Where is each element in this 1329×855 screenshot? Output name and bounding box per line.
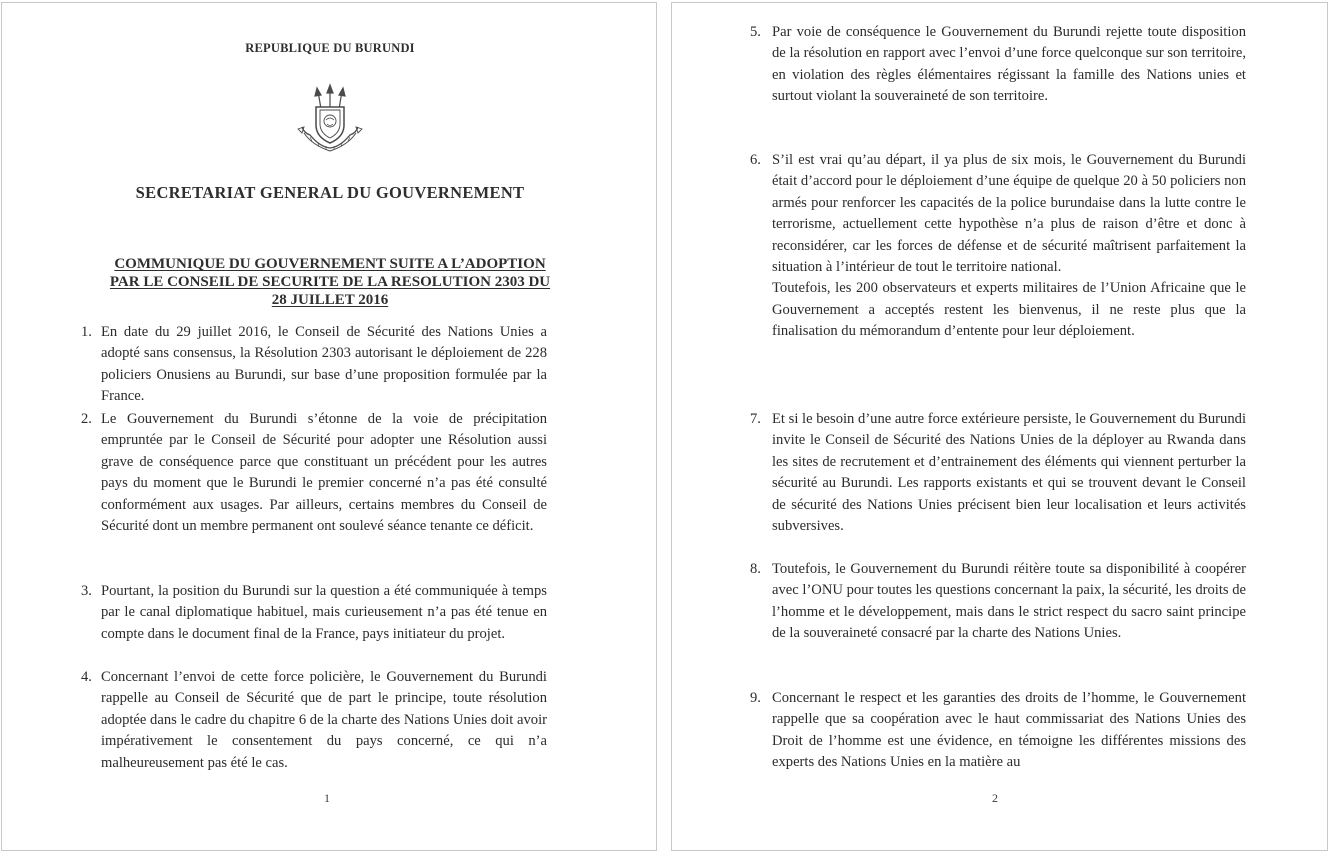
item-text: Le Gouvernement du Burundi s’étonne de la voie de précipitation empruntée par le Conseil de Sécurité pour adopter une Résolution aussi grave de conséquence parce que constituant un précédent pour les autres pays du moment que le Burundi le premier concerné n’a pas été consulté conformément aux usages. Par ailleurs, certains membres du Conseil de Sécurité dont un membre permanent ont soulevé séance tenante ce déficit.: [101, 411, 547, 535]
item-number: 8.: [750, 561, 761, 577]
item-text: Et si le besoin d’une autre force extérieure persiste, le Gouvernement du Burundi invite le Conseil de Sécurité des Nations Unies de la déployer au Rwanda dans les sites de recrutement et d’entrainement des éléments qui viennent perturber la sécurité au Burundi. Les rapports existants et qui se trouvent devant le Conseil de sécurité des Nations Unies précisent bien leur localisation et leurs activités subversives.: [772, 411, 1246, 535]
item-number: 1.: [81, 324, 92, 340]
document-page-1: [1, 2, 657, 851]
list-item-9: [750, 688, 1246, 774]
item-text: Concernant l’envoi de cette force policière, le Gouvernement du Burundi rappelle au Conseil de Sécurité que de part le principe, toute résolution adoptée dans le cadre du chapitre 6 de la charte des Nations Unies doit avoir impérativement le consentement du pays concerné, ce qui n’a malheureusement pas été le cas.: [101, 669, 547, 771]
secretariat-heading: SECRETARIAT GENERAL DU GOUVERNEMENT: [135, 183, 525, 202]
item-number: 7.: [750, 411, 761, 427]
title-line: PAR LE CONSEIL DE SECURITE DE LA RESOLUTION 2303 DU: [109, 274, 551, 290]
republic-heading: REPUBLIQUE DU BURUNDI: [245, 41, 415, 55]
list-item-5: [750, 22, 1246, 108]
item-number: 2.: [81, 411, 92, 427]
list-item-2: [81, 409, 547, 537]
page-number: 2: [992, 791, 998, 805]
item-number: 3.: [81, 583, 92, 599]
item-number: 6.: [750, 152, 761, 168]
item-text: En date du 29 juillet 2016, le Conseil de Sécurité des Nations Unies a adopté sans consensus, la Résolution 2303 autorisant le déploiement de 228 policiers Onusiens au Burundi, sur base d’une proposition formulée par la France.: [101, 324, 547, 405]
coat-of-arms-icon: [290, 81, 370, 161]
item-text: Pourtant, la position du Burundi sur la question a été communiquée à temps par le canal diplomatique habituel, mais curieusement n’a pas été tenue en compte dans le document final de la France, pays initiateur du projet.: [101, 583, 547, 642]
item-number: 5.: [750, 24, 761, 40]
page-number: 1: [324, 791, 330, 805]
item-text: Toutefois, le Gouvernement du Burundi réitère toute sa disponibilité à coopérer avec l’ONU pour toutes les questions concernant la paix, la sécurité, les droits de l’homme et le développement, mais dans le strict respect du sacro saint principe de la souveraineté consacré par la charte des Nations Unies.: [772, 561, 1246, 642]
list-item-6: [750, 150, 1246, 343]
list-item-8: [750, 559, 1246, 645]
item-text: S’il est vrai qu’au départ, il ya plus de six mois, le Gouvernement du Burundi était d’accord pour le déploiement d’une équipe de quelque 20 à 50 policiers non armés pour renforcer les capacités de la police burundaise dans la lutte contre le terrorisme, actuellement cette hypothèse n’a plus de raison d’être et donc à reconsidérer, car les forces de défense et de sécurité maîtrisent parfaitement la situation à l’intérieur de tout le territoire national.: [772, 152, 1246, 276]
item-text: Par voie de conséquence le Gouvernement du Burundi rejette toute disposition de la résolution en rapport avec l’envoi d’une force quelconque sur son territoire, en violation des règles élémentaires régissant la famille des Nations unies et surtout violant la souveraineté de son territoire.: [772, 24, 1246, 105]
item-text-continued: Toutefois, les 200 observateurs et experts militaires de l’Union Africaine que le Gouvernement a acceptés restent les bienvenus, il ne reste plus que la finalisation du mémorandum d’entente pour leur déploiement.: [772, 280, 1246, 340]
title-line: COMMUNIQUE DU GOUVERNEMENT SUITE A L’ADOPTION: [114, 256, 546, 272]
item-text: Concernant le respect et les garanties des droits de l’homme, le Gouvernement rappelle que sa coopération avec le haut commissariat des Nations Unies des Droit de l’homme est une évidence, en témoigne les différentes missions des experts des Nations Unies en la matière au: [772, 690, 1246, 771]
list-item-4: [81, 667, 547, 774]
list-item-7: [750, 409, 1246, 537]
list-item-3: [81, 581, 547, 645]
item-number: 4.: [81, 669, 92, 685]
title-line: 28 JUILLET 2016: [271, 292, 389, 308]
communique-title: [2, 255, 658, 309]
document-page-2: [671, 2, 1328, 851]
item-number: 9.: [750, 690, 761, 706]
list-item-1: [81, 322, 547, 408]
